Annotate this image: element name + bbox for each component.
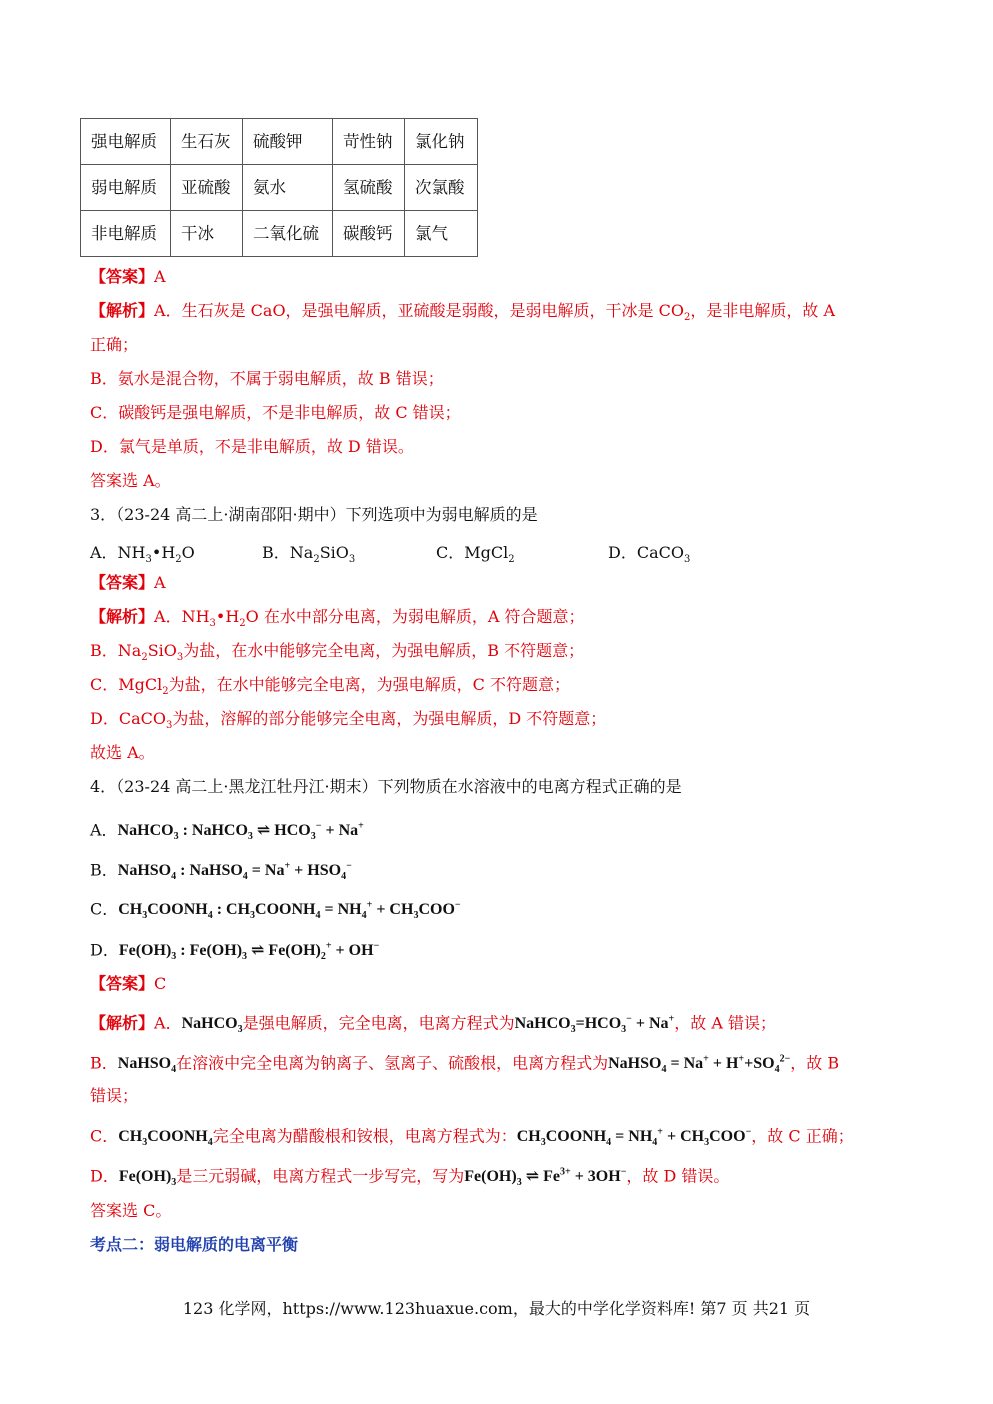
answer-value: C <box>154 974 167 993</box>
q3-option-d <box>608 540 690 565</box>
text: SiO <box>147 641 177 660</box>
text: B． <box>90 1053 118 1073</box>
table-cell: 二氧化硫 <box>243 211 333 257</box>
text: B．Na <box>262 543 314 562</box>
table-cell: 氯化钠 <box>405 119 478 165</box>
text: B．Na <box>90 641 142 660</box>
table-cell: 亚硫酸 <box>171 165 243 211</box>
text: A．NH <box>154 607 210 626</box>
equation: NaHCO$_3$ <box>181 1015 243 1036</box>
q3-option-a <box>90 540 195 565</box>
q3-final: 故选 A。 <box>90 743 155 762</box>
q4-option-d <box>90 936 379 969</box>
section-heading: 考点二：弱电解质的电离平衡 <box>90 1235 299 1254</box>
q2-analysis-c: C．碳酸钙是强电解质，不是非电解质，故 C 错误； <box>90 403 461 422</box>
table-cell: 干冰 <box>171 211 243 257</box>
subscript: 3 <box>176 652 184 664</box>
answer-value: A <box>154 573 166 592</box>
q3-analysis-c <box>90 674 570 703</box>
q4-option-c <box>90 895 461 928</box>
subscript: 2 <box>508 554 515 566</box>
subscript: 3 <box>165 720 173 732</box>
equation: NaHSO$_4$ : NaHSO$_4$ = $Na^+ + HSO_4^-$ <box>117 861 352 883</box>
table-row <box>81 211 478 257</box>
answer-tag: 【答案】 <box>90 267 155 286</box>
electrolyte-table <box>80 118 478 257</box>
q4-analysis-c <box>90 1122 854 1155</box>
table-cell: 强电解质 <box>81 119 171 165</box>
analysis-tag: 【解析】 <box>90 301 155 320</box>
text: 是三元弱碱，电离方程式一步写完，写为 <box>176 1166 465 1186</box>
subscript: 3 <box>145 554 152 566</box>
equation: $CH_3COONH_4 = NH_4^+ + CH_3COO^-$ <box>516 1127 752 1149</box>
equation: $Fe(OH)_3$ ⇌ $Fe^{3+} + 3OH^-$ <box>464 1167 627 1189</box>
text: D．CaCO <box>90 709 166 728</box>
subscript: 2 <box>162 686 169 698</box>
text: ，故 A 错误； <box>674 1013 776 1033</box>
q2-analysis-d: D．氯气是单质，不是非电解质，故 D 错误。 <box>90 437 414 456</box>
table-cell: 碳酸钙 <box>333 211 405 257</box>
analysis-tag: 【解析】 <box>90 607 155 626</box>
text: •H <box>151 543 176 562</box>
subscript: 2 <box>313 554 320 566</box>
equation: $Fe(OH)_3$ : $Fe(OH)_3$ ⇌ $Fe(OH)_2^+ + OH^-$ <box>118 941 380 963</box>
option-label: B． <box>90 860 118 880</box>
q4-stem: 4．（23-24 高二上·黑龙江牡丹江·期末）下列物质在水溶液中的电离方程式正确的是 <box>90 777 682 796</box>
text: O 在水中部分电离，为弱电解质，A 符合题意； <box>245 607 585 626</box>
text: C． <box>90 1126 119 1146</box>
text: ，是非电解质，故 A <box>690 301 836 320</box>
q4-option-b <box>90 856 352 889</box>
equation: NaHSO$_4$ <box>117 1055 177 1076</box>
table-cell: 弱电解质 <box>81 165 171 211</box>
subscript: 3 <box>683 554 691 566</box>
equation: $CH_3COONH_4$ : $CH_3COONH_4 = NH_4^+ + CH_3COO^-$ <box>118 900 461 922</box>
table-cell: 氯气 <box>405 211 478 257</box>
equation: $Fe(OH)_3$ <box>118 1168 177 1189</box>
q2-answer <box>90 266 166 288</box>
answer-value: A <box>154 267 166 286</box>
subscript: 2 <box>239 618 246 630</box>
q3-option-b <box>262 540 355 565</box>
table-row <box>81 119 478 165</box>
text: ，故 B <box>790 1053 840 1073</box>
q4-answer <box>90 973 166 995</box>
equation: NaHCO$_3$ : NaHCO$_3$ ⇌ $HCO_3^- + Na^+$ <box>117 821 364 843</box>
subscript: 2 <box>175 554 182 566</box>
q2-analysis-b: B．氨水是混合物，不属于弱电解质，故 B 错误； <box>90 369 444 388</box>
text: C．MgCl <box>436 543 509 562</box>
q2-analysis-a-cont: 正确； <box>90 335 139 354</box>
text: ，故 C 正确； <box>751 1126 854 1146</box>
page-footer: 123 化学网，https://www.123huaxue.com，最大的中学化学资料库! 第7 页 共21 页 <box>182 1299 811 1318</box>
text: A．生石灰是 CaO，是强电解质，亚硫酸是弱酸，是弱电解质，干冰是 CO <box>154 301 685 320</box>
q4-analysis-a <box>90 1009 776 1042</box>
analysis-tag: 【解析】 <box>90 1013 155 1033</box>
q4-analysis-b-cont: 错误； <box>90 1086 139 1105</box>
text: 完全电离为醋酸根和铵根，电离方程式为： <box>212 1126 517 1146</box>
equation: $CH_3COONH_4$ <box>118 1128 213 1149</box>
equation: $NaHCO_3=HCO_3^- + Na^+$ <box>514 1014 675 1036</box>
text: O <box>181 543 195 562</box>
table-cell: 生石灰 <box>171 119 243 165</box>
subscript: 3 <box>209 618 216 630</box>
subscript: 2 <box>141 652 148 664</box>
subscript: 3 <box>348 554 356 566</box>
text: C．MgCl <box>90 675 163 694</box>
table-cell: 非电解质 <box>81 211 171 257</box>
text: 为盐，溶解的部分能够完全电离，为强电解质，D 不符题意； <box>172 709 607 728</box>
text: ，故 D 错误。 <box>626 1166 730 1186</box>
q3-option-c <box>436 540 515 565</box>
table-cell: 氨水 <box>243 165 333 211</box>
q4-analysis-b <box>90 1049 839 1082</box>
q4-option-a <box>90 816 364 849</box>
table-row <box>81 165 478 211</box>
q3-analysis-d <box>90 708 606 737</box>
q3-stem: 3．（23-24 高二上·湖南邵阳·期中）下列选项中为弱电解质的是 <box>90 505 538 524</box>
q3-analysis-a <box>90 606 585 635</box>
equation: NaHSO$_4$ = $Na^+ + H^++SO_4^{2-}$ <box>608 1054 791 1076</box>
q4-final: 答案选 C。 <box>90 1201 172 1220</box>
text: •H <box>215 607 240 626</box>
table-cell: 氢硫酸 <box>333 165 405 211</box>
text: A． <box>154 1013 182 1033</box>
q3-answer <box>90 572 166 594</box>
q2-analysis-a <box>90 300 835 329</box>
text: 是强电解质，完全电离，电离方程式为 <box>242 1013 515 1033</box>
q3-analysis-b <box>90 640 584 669</box>
q2-final: 答案选 A。 <box>90 471 171 490</box>
table-cell: 苛性钠 <box>333 119 405 165</box>
text: 为盐，在水中能够完全电离，为强电解质，B 不符题意； <box>183 641 585 660</box>
q4-analysis-d <box>90 1162 729 1195</box>
table-cell: 次氯酸 <box>405 165 478 211</box>
text: 在溶液中完全电离为钠离子、氢离子、硫酸根，电离方程式为 <box>176 1053 609 1073</box>
text: A．NH <box>90 543 146 562</box>
option-label: C． <box>90 899 119 919</box>
text: 为盐，在水中能够完全电离，为强电解质，C 不符题意； <box>168 675 570 694</box>
answer-tag: 【答案】 <box>90 974 155 993</box>
option-label: A． <box>90 820 118 840</box>
answer-tag: 【答案】 <box>90 573 155 592</box>
table-cell: 硫酸钾 <box>243 119 333 165</box>
text: D． <box>90 1166 119 1186</box>
option-label: D． <box>90 940 119 960</box>
text: D．CaCO <box>608 543 684 562</box>
subscript: 2 <box>684 312 691 324</box>
text: SiO <box>319 543 349 562</box>
